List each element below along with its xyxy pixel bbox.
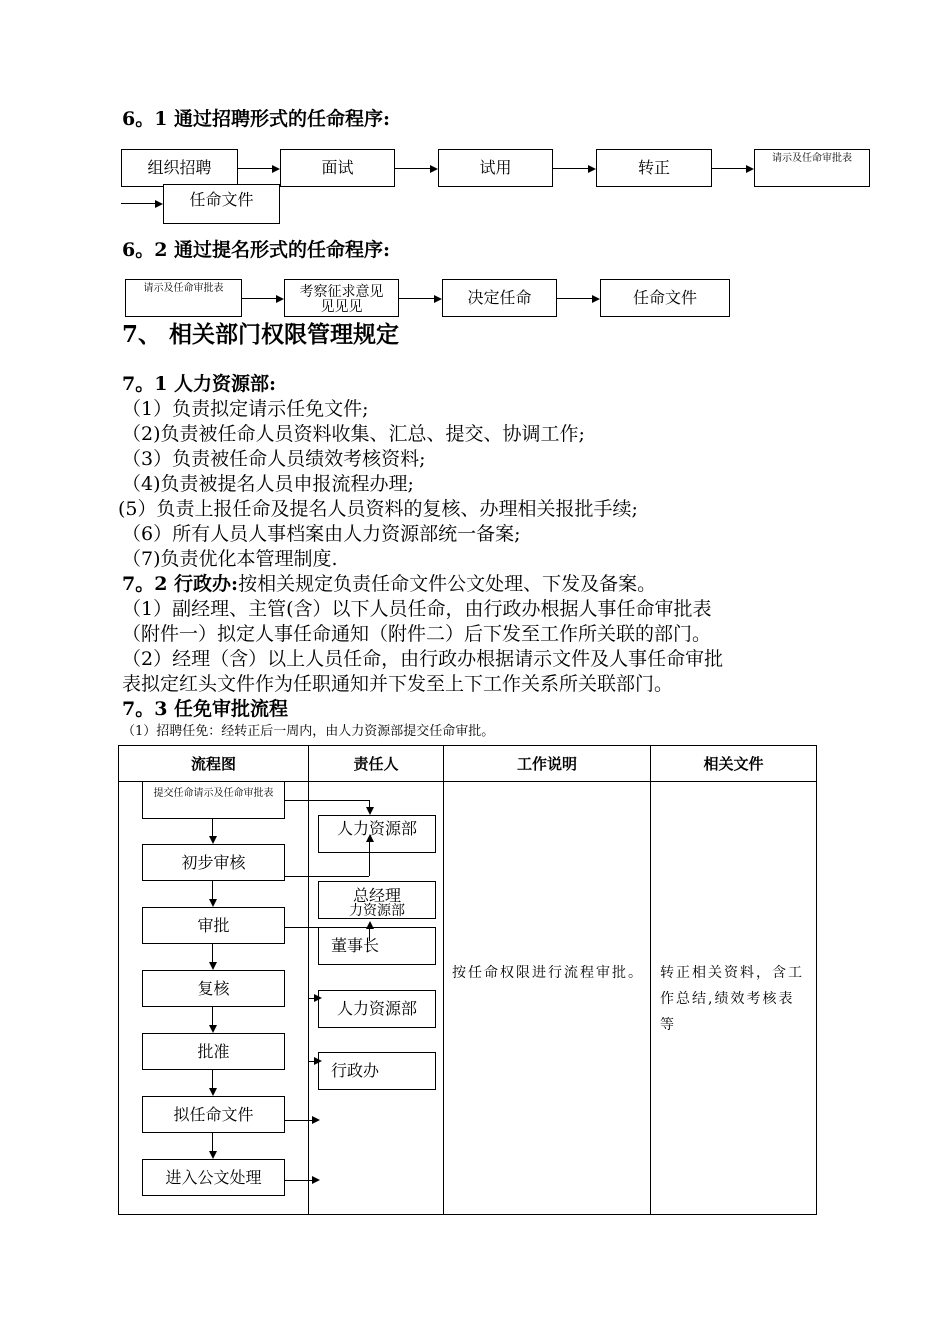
table-header-work-desc: 工作说明 <box>443 745 651 782</box>
flow-62-step-4: 任命文件 <box>600 279 730 317</box>
arrow-down-icon <box>209 1088 217 1096</box>
section-7-2-intro: 按相关规定负责任命文件公文处理、下发及备案。 <box>238 573 657 595</box>
related-documents-text: 转正相关资料，含工作总结,绩效考核表等 <box>660 965 804 1033</box>
flow-61-connector <box>238 168 272 169</box>
flow-connector <box>285 1120 312 1121</box>
section-7-2-title: 7。2 行政办: <box>122 573 239 595</box>
flow-61-connector <box>395 168 430 169</box>
arrow-right-icon <box>276 295 284 303</box>
section-7-2-line <box>122 572 656 596</box>
responsible-hr-2: 人力资源部 <box>318 990 436 1028</box>
hr-duty-3: （3）负责被任命人员绩效考核资料; <box>122 448 426 470</box>
arrow-right-icon <box>312 1116 320 1124</box>
arrow-down-icon <box>209 899 217 907</box>
arrow-right-icon <box>434 295 442 303</box>
flow-step-draft-document: 拟任命文件 <box>142 1096 285 1133</box>
responsible-hr-1: 人力资源部 <box>318 815 436 853</box>
flow-61-step-5: 请示及任命审批表 <box>754 149 870 187</box>
arrow-down-icon <box>209 1151 217 1159</box>
flow-connector <box>369 800 370 807</box>
section-6-1-title: 6。1 通过招聘形式的任命程序: <box>122 108 391 130</box>
flow-61-step-3: 试用 <box>438 149 553 187</box>
flow-connector <box>285 1180 312 1181</box>
section-7-3-title: 7。3 任免审批流程 <box>122 698 289 720</box>
flow-connector <box>285 927 369 928</box>
section-6-2-title: 6。2 通过提名形式的任命程序: <box>122 239 391 261</box>
flow-61-step-1: 组织招聘 <box>121 149 238 187</box>
table-header-related-docs: 相关文件 <box>650 745 817 782</box>
arrow-up-icon <box>366 834 374 842</box>
flow-connector <box>369 927 370 941</box>
flow-61-connector <box>121 203 155 204</box>
work-description-text: 按任命权限进行流程审批。 <box>452 965 644 981</box>
arrow-right-icon <box>588 165 596 173</box>
flow-61-step-2: 面试 <box>280 149 395 187</box>
table-cell-work-desc <box>443 781 651 1215</box>
table-header-flowchart: 流程图 <box>118 745 309 782</box>
flow-61-connector <box>712 168 746 169</box>
flow-62-connector <box>557 298 592 299</box>
flow-step-ratify: 批准 <box>142 1033 285 1070</box>
flow-step-approval: 审批 <box>142 907 285 944</box>
flow-connector <box>369 842 370 876</box>
responsible-overlap-label: 力资源部 <box>349 903 405 919</box>
flow-61-step-6: 任命文件 <box>163 184 280 224</box>
flow-61-connector <box>553 168 588 169</box>
table-header-responsible: 责任人 <box>308 745 444 782</box>
responsible-chairman: 董事长 <box>318 927 436 965</box>
responsible-general-manager-label: 总经理 <box>352 886 401 905</box>
flow-connector <box>212 881 213 899</box>
admin-rule-line-1: （1）副经理、主管(含）以下人员任命，由行政办根据人事任命审批表 <box>122 598 712 620</box>
section-7-3-note: （1）招聘任免：经转正后一周内，由人力资源部提交任命审批。 <box>122 724 495 739</box>
arrow-right-icon <box>746 165 754 173</box>
flow-62-connector <box>242 298 276 299</box>
arrow-right-icon <box>155 200 163 208</box>
flow-connector <box>212 1070 213 1088</box>
flow-step-recheck: 复核 <box>142 970 285 1007</box>
flow-62-step-1: 请示及任命审批表 <box>125 279 242 317</box>
flow-connector <box>212 1007 213 1025</box>
arrow-up-icon <box>366 921 374 929</box>
flow-step-initial-review: 初步审核 <box>142 844 285 881</box>
flow-step-document-processing: 进入公文处理 <box>142 1159 285 1196</box>
hr-duty-1: （1）负责拟定请示任免文件; <box>122 398 369 420</box>
admin-rule-line-3: （2）经理（含）以上人员任命，由行政办根据请示文件及人事任命审批 <box>122 648 724 670</box>
arrow-down-icon <box>209 962 217 970</box>
flow-62-connector <box>399 298 434 299</box>
arrow-right-icon <box>314 994 322 1002</box>
arrow-right-icon <box>312 1176 320 1184</box>
flow-62-step-3: 决定任命 <box>442 279 557 317</box>
arrow-right-icon <box>272 165 280 173</box>
arrow-down-icon <box>209 836 217 844</box>
section-7-title: 7、 相关部门权限管理规定 <box>122 321 400 348</box>
flow-connector <box>285 876 369 877</box>
flow-connector <box>285 800 369 801</box>
hr-duty-7: （7)负责优化本管理制度. <box>122 548 338 570</box>
flow-62-step-2: 考察征求意见见见见 <box>284 279 399 317</box>
responsible-general-manager <box>318 881 436 919</box>
flow-connector <box>212 944 213 962</box>
hr-duty-2: （2)负责被任命人员资料收集、汇总、提交、协调工作; <box>122 423 585 445</box>
flow-step-submit-request: 提交任命请示及任命审批表 <box>142 781 285 819</box>
flow-connector <box>212 1133 213 1151</box>
responsible-admin-office: 行政办 <box>318 1052 436 1090</box>
arrow-down-icon <box>209 1025 217 1033</box>
arrow-down-icon <box>366 807 374 815</box>
section-7-1-title: 7。1 人力资源部: <box>122 373 277 395</box>
arrow-right-icon <box>314 1057 322 1065</box>
hr-duty-4: （4)负责被提名人员申报流程办理; <box>122 473 414 495</box>
hr-duty-5: (5）负责上报任命及提名人员资料的复核、办理相关报批手续; <box>118 498 638 520</box>
flow-61-step-4: 转正 <box>596 149 712 187</box>
flow-connector <box>212 819 213 836</box>
admin-rule-line-2: （附件一）拟定人事任命通知（附件二）后下发至工作所关联的部门。 <box>122 623 712 645</box>
admin-rule-line-4: 表拟定红头文件作为任职通知并下发至上下工作关系所关联部门。 <box>122 673 674 695</box>
arrow-right-icon <box>430 165 438 173</box>
arrow-right-icon <box>592 295 600 303</box>
hr-duty-6: （6）所有人员人事档案由人力资源部统一备案; <box>122 523 521 545</box>
